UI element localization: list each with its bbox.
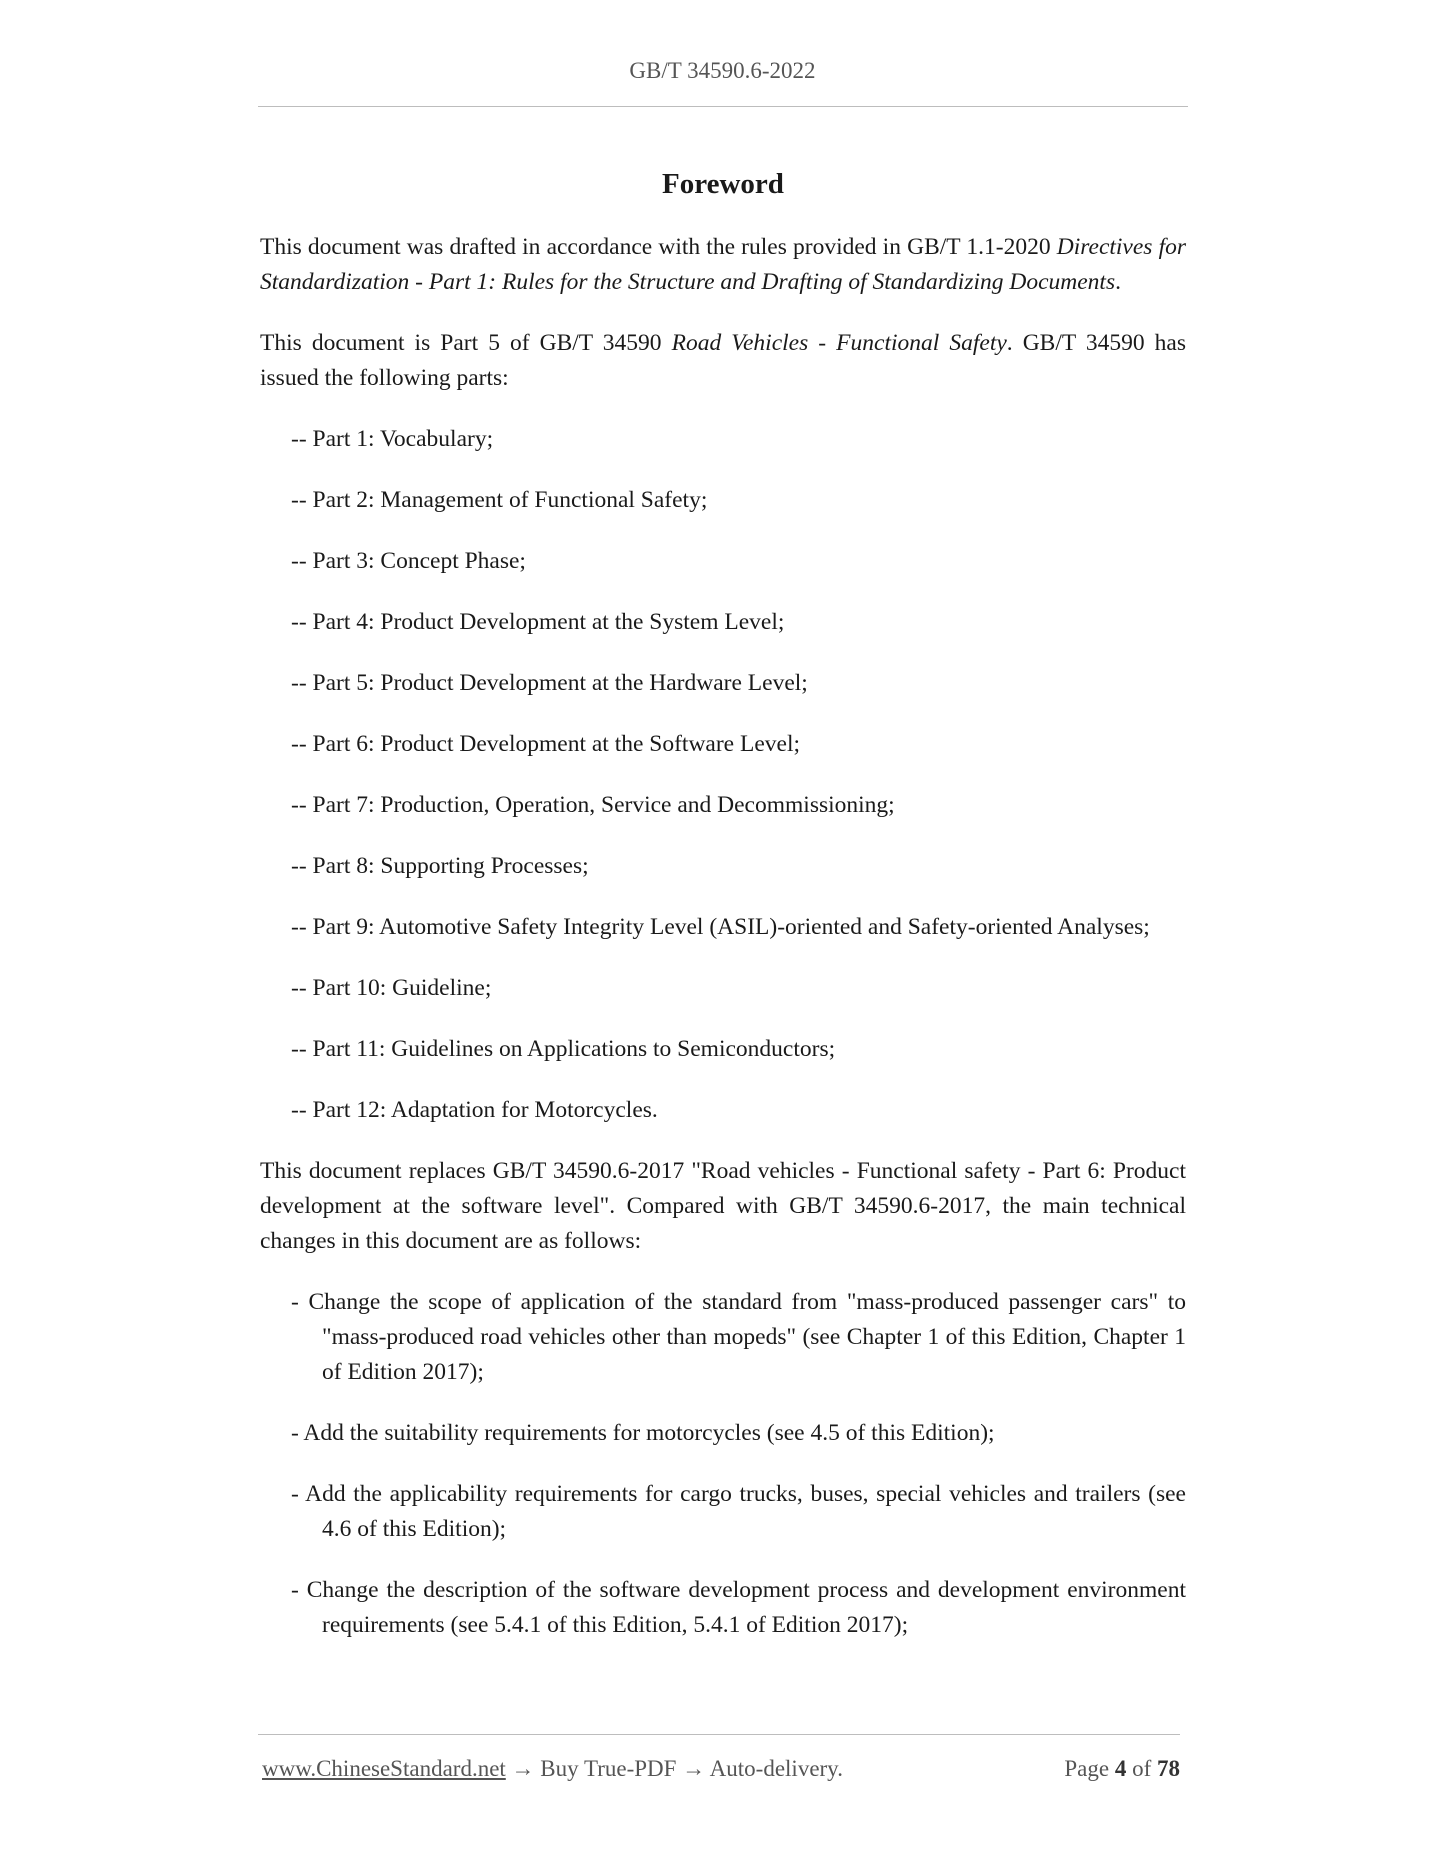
changes-list [260,1285,1186,1643]
arrow-icon: → [682,1756,706,1781]
list-item: -- Part 1: Vocabulary; [291,426,494,452]
list-item: -- Part 5: Product Development at the Hardware Level; [291,670,808,696]
page-header [0,58,1445,84]
list-item: -- Part 4: Product Development at the System Level; [291,609,785,635]
current-page: 4 [1114,1756,1127,1781]
list-item: -- Part 12: Adaptation for Motorcycles. [291,1097,658,1123]
list-item: -- Part 9: Automotive Safety Integrity Level (ASIL)-oriented and Safety-oriented Analyses; [291,914,1150,940]
website-link[interactable]: www.ChineseStandard.net [262,1756,506,1781]
page-number [1064,1756,1180,1782]
paragraph-italic-title: Road Vehicles - Functional Safety [671,330,1007,356]
parts-list [260,422,1186,1128]
page-content [260,166,1186,1669]
list-item: - Add the suitability requirements for motorcycles (see 4.5 of this Edition); [291,1420,995,1446]
arrow-icon: → [511,1756,535,1781]
header-divider [258,106,1188,107]
footer-divider [258,1734,1180,1735]
document-id: GB/T 34590.6-2022 [629,58,816,83]
page-label: Page [1064,1756,1115,1781]
footer-text: Buy True-PDF [534,1756,683,1781]
list-item: - Change the scope of application of the standard from "mass-produced passenger cars" to "mass-produced road vehicles other than mopeds" (see Chapter 1 of this Edition, Chapter 1 of Edition 2017); [291,1289,1186,1385]
paragraph-text: . [1115,269,1121,295]
list-item: - Add the applicability requirements for cargo trucks, buses, special vehicles and trailers (see 4.6 of this Edition); [291,1481,1186,1542]
paragraph-drafting-rules [260,230,1186,300]
paragraph-text: This document was drafted in accordance with the rules provided in GB/T 1.1-2020 [260,234,1057,260]
list-item: -- Part 8: Supporting Processes; [291,853,589,879]
list-item: -- Part 2: Management of Functional Safety; [291,487,708,513]
list-item: -- Part 3: Concept Phase; [291,548,526,574]
paragraph-parts-intro [260,326,1186,396]
list-item: -- Part 7: Production, Operation, Service and Decommissioning; [291,792,895,818]
footer-text: Auto-delivery. [705,1756,843,1781]
list-item: - Change the description of the software development process and development environment requirements (see 5.4.1 of this Edition, 5.4.1 of Edition 2017); [291,1577,1186,1638]
list-item: -- Part 11: Guidelines on Applications to Semiconductors; [291,1036,836,1062]
paragraph-italic-title: Directives for Standardization - Part 1: Rules for the Structure and Drafting of Standardizing Documents [260,234,1187,295]
paragraph-replacement: This document replaces GB/T 34590.6-2017 "Road vehicles - Functional safety - Part 6: Product development at the software level". Compared with GB/T 34590.6-2017, the main technical changes in this document are as follows: [260,1158,1186,1254]
paragraph-text: . GB/T 34590 has issued the following parts: [260,330,1186,391]
footer-promo [262,1756,843,1782]
page-of-label: of [1126,1756,1157,1781]
list-item: -- Part 10: Guideline; [291,975,492,1001]
total-pages: 78 [1157,1756,1180,1781]
list-item: -- Part 6: Product Development at the Software Level; [291,731,801,757]
page-title: Foreword [662,168,784,200]
paragraph-text: This document is Part 5 of GB/T 34590 [260,330,672,356]
